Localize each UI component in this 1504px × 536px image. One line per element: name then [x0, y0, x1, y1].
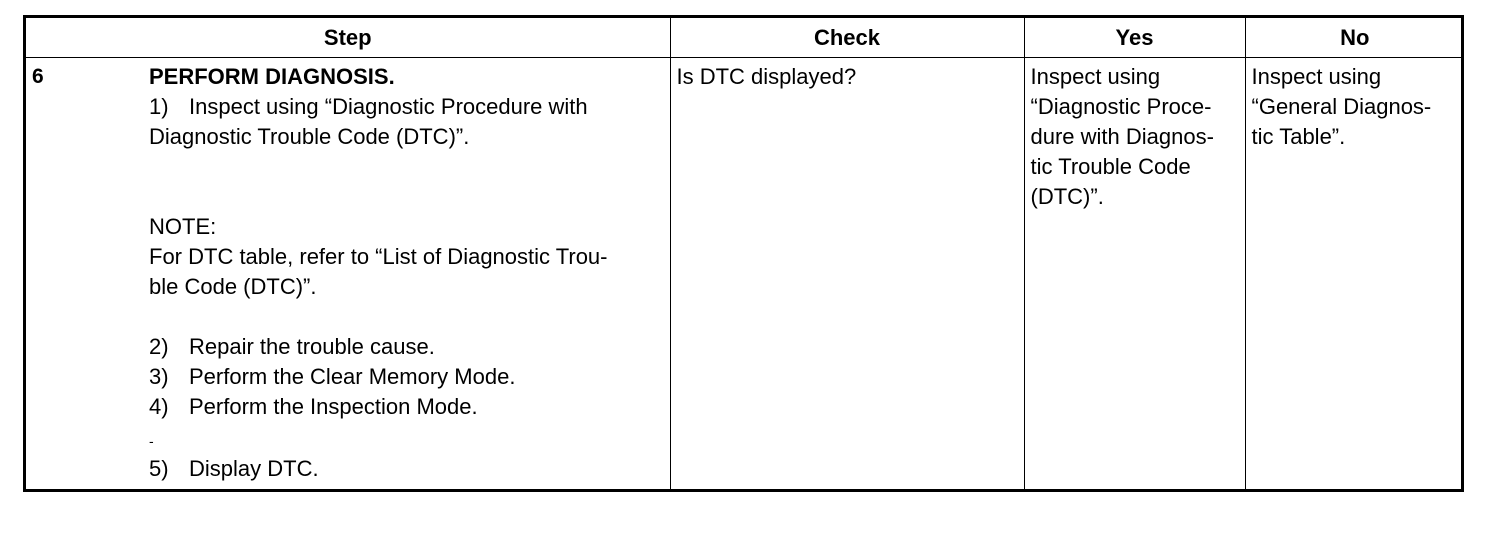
note-line-1: For DTC table, refer to “List of Diagnostic Trou- [149, 244, 608, 269]
step-number: 6 [32, 65, 44, 88]
step-cell [26, 58, 670, 490]
step-item-1 [149, 92, 664, 122]
step-item-5-number: 5) [149, 456, 169, 481]
step-item-1-continuation: Diagnostic Trouble Code (DTC)”. [149, 124, 470, 149]
yes-line: dure with Diagnos- [1030, 124, 1214, 149]
step-item-2-text: Repair the trouble cause. [189, 334, 435, 359]
no-line: Inspect using [1251, 64, 1382, 89]
yes-cell [1024, 58, 1245, 490]
no-text [1246, 58, 1465, 152]
diagnostic-table-frame [23, 15, 1464, 492]
step-item-4-number: 4) [149, 394, 169, 419]
header-yes: Yes [1024, 18, 1245, 58]
no-cell [1245, 58, 1464, 490]
table-header-row [26, 18, 1464, 58]
step-item-3-number: 3) [149, 364, 169, 389]
header-step: Step [26, 18, 670, 58]
step-title: PERFORM DIAGNOSIS. [149, 64, 395, 89]
yes-line: Inspect using [1030, 64, 1161, 89]
step-item-3 [149, 362, 664, 392]
check-cell [670, 58, 1024, 490]
spacer [149, 302, 664, 332]
no-line: “General Diagnos- [1251, 94, 1432, 119]
diagnostic-step-table [26, 18, 1464, 489]
header-no: No [1245, 18, 1464, 58]
step-item-1-text: Inspect using “Diagnostic Procedure with [189, 94, 588, 119]
note-line-2: ble Code (DTC)”. [149, 274, 317, 299]
no-line: tic Table”. [1251, 124, 1346, 149]
step-item-1-number: 1) [149, 94, 169, 119]
spacer [149, 152, 664, 212]
yes-line: (DTC)”. [1030, 184, 1104, 209]
step-body [26, 58, 670, 484]
step-item-5 [149, 454, 664, 484]
yes-line: “Diagnostic Proce- [1030, 94, 1212, 119]
stray-mark: - [149, 433, 154, 449]
step-item-5-text: Display DTC. [189, 456, 319, 481]
step-item-2-number: 2) [149, 334, 169, 359]
table-row [26, 58, 1464, 490]
stray-mark-row [149, 422, 664, 454]
header-check: Check [670, 18, 1024, 58]
step-item-3-text: Perform the Clear Memory Mode. [189, 364, 516, 389]
step-item-4-text: Perform the Inspection Mode. [189, 394, 478, 419]
note-label: NOTE: [149, 214, 217, 239]
step-item-2 [149, 332, 664, 362]
yes-text [1025, 58, 1245, 212]
yes-line: tic Trouble Code [1030, 154, 1191, 179]
step-item-4 [149, 392, 664, 422]
check-text: Is DTC displayed? [676, 64, 857, 89]
